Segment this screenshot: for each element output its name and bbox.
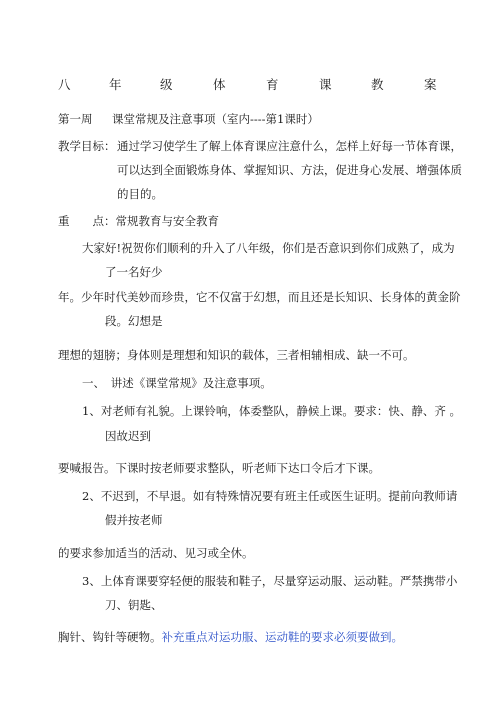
title-char: 级 (160, 77, 173, 92)
intro-line: 了一名好少 (105, 265, 163, 279)
section-heading: 一、 讲述《课堂常规》及注意事项。 (82, 376, 272, 390)
intro-line: 段。幻想是 (105, 314, 163, 328)
intro-line: 理想的翅膀；身体则是理想和知识的载体，三者相辅相成、缺一不可。 (58, 348, 415, 362)
rule-line: 1、对老师有礼貌。上课铃响，体委整队，静候上课。要求：快、静、齐 。 (82, 404, 461, 418)
rule-line: 3、上体育课要穿轻便的服装和鞋子，尽量穿运动服、运动鞋。严禁携带小 (82, 574, 458, 588)
objective-line: 通过学习使学生了解上体育课应注意什么，怎样上好每一节体育课， (117, 139, 462, 153)
objective-line: 的目的。 (117, 187, 163, 201)
intro-line: 年。少年时代美妙而珍贵，它不仅富于幻想，而且还是长知识、长身体的黄金阶 (58, 290, 461, 304)
rule-line: 因故迟到 (105, 429, 151, 443)
rule-line: 要喊报告。下课时按老师要求整队，听老师下达口令后才下课。 (58, 461, 380, 475)
objective-label: 教学目标： (58, 139, 116, 153)
rule-line: 2、不迟到，不早退。如有特殊情况要有班主任或医生证明。提前向教师请 (82, 489, 458, 503)
title-char: 课 (319, 77, 332, 92)
objective-line: 可以达到全面锻炼身体、掌握知识、方法，促进身心发展、增强体质 (117, 163, 462, 177)
week-topic: 课堂常规及注意事项（室内----第1课时） (112, 112, 319, 126)
supplement-note: 补充重点对运功服、运动鞋的要求必须要做到。 (161, 630, 403, 644)
title-char: 八 (58, 77, 71, 92)
title-char: 案 (424, 77, 437, 92)
title-char: 年 (109, 77, 122, 92)
rule-line-text: 胸针、钩针等硬物。 (58, 630, 162, 644)
rule-line (58, 630, 403, 644)
title-char: 育 (266, 77, 279, 92)
rule-line: 刀、钥匙、 (105, 598, 163, 612)
week-label: 第一周 (58, 112, 93, 126)
rule-line: 的要求参加适当的活动、见习或全休。 (58, 546, 254, 560)
title-char: 教 (371, 77, 384, 92)
title-char: 体 (213, 77, 226, 92)
key-point: 重 点：常规教育与安全教育 (58, 214, 219, 228)
rule-line: 假并按老师 (105, 513, 163, 527)
intro-line: 大家好!祝贺你们顺利的升入了八年级，你们是否意识到你们成熟了，成为 (82, 241, 455, 255)
